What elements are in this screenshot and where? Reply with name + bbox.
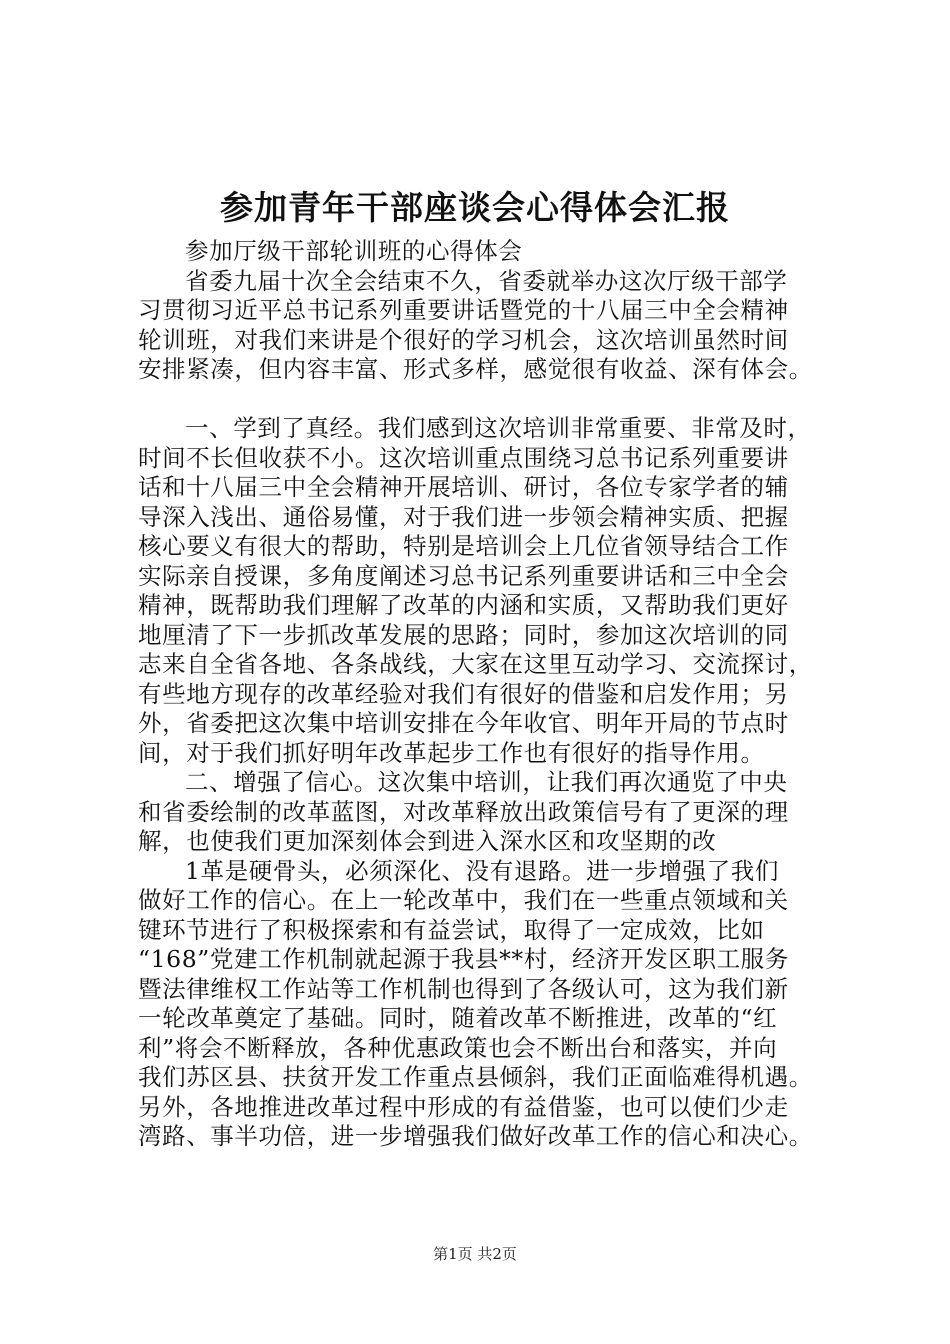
body-line: 核心要义有很大的帮助，特别是培训会上几位省领导结合工作: [138, 532, 789, 560]
body-line: 安排紧凑，但内容丰富、形式多样，感觉很有收益、深有体会。: [138, 355, 813, 383]
body-line: 1革是硬骨头，必须深化、没有退路。进一步增强了我们: [185, 856, 779, 885]
body-line: 参加厅级干部轮训班的心得体会: [185, 237, 523, 265]
body-line: 精神，既帮助我们理解了改革的内涵和实质，又帮助我们更好: [138, 591, 789, 619]
body-line: 湾路、事半功倍，进一步增强我们做好改革工作的信心和决心。: [138, 1122, 813, 1150]
body-line: 和省委绘制的改革蓝图，对改革释放出政策信号有了更深的理: [138, 797, 789, 826]
body-line: 省委九届十次全会结束不久，省委就举办这次厅级干部学: [185, 266, 788, 295]
body-line: 实际亲自授课，多角度阐述习总书记系列重要讲话和三中全会: [138, 561, 789, 590]
document-title: 参加青年干部座谈会心得体会汇报: [220, 188, 730, 227]
body-line: 间，对于我们抓好明年改革起步工作也有很好的指导作用。: [138, 738, 765, 767]
body-line: 外，省委把这次集中培训安排在今年收官、明年开局的节点时: [138, 709, 789, 737]
body-line: 时间不长但收获不小。这次培训重点围绕习总书记系列重要讲: [138, 443, 789, 472]
page-footer: 第1页 共2页: [433, 1245, 517, 1263]
body-line: 一、学到了真经。我们感到这次培训非常重要、非常及时，: [185, 414, 812, 442]
body-line: 话和十八届三中全会精神开展培训、研讨，各位专家学者的辅: [138, 473, 789, 501]
body-line: 习贯彻习近平总书记系列重要讲话暨党的十八届三中全会精神: [138, 296, 789, 324]
document-body: [138, 237, 850, 1152]
blank-line: [138, 385, 850, 415]
body-line: 做好工作的信心。在上一轮改革中，我们在一些重点领域和关: [138, 886, 789, 914]
body-line: 轮训班，对我们来讲是个很好的学习机会，这次培训虽然时间: [138, 325, 789, 354]
body-line: 解，也使我们更加深刻体会到进入深水区和攻坚期的改: [138, 827, 717, 855]
body-line: 我们苏区县、扶贫开发工作重点县倾斜，我们正面临难得机遇。: [138, 1063, 813, 1091]
body-line: “168”党建工作机制就起源于我县**村，经济开发区职工服务: [138, 945, 789, 973]
body-line: 暨法律维权工作站等工作机制也得到了各级认可，这为我们新: [138, 974, 789, 1003]
body-line: 二、增强了信心。这次集中培训，让我们再次通览了中央: [185, 768, 788, 796]
body-line: 另外，各地推进改革过程中形成的有益借鉴，也可以使们少走: [138, 1092, 789, 1121]
body-line: 键环节进行了积极探索和有益尝试，取得了一定成效，比如: [138, 915, 765, 944]
body-line: 导深入浅出、通俗易懂，对于我们进一步领会精神实质、把握: [138, 502, 789, 531]
body-line: 一轮改革奠定了基础。同时，随着改革不断推进，改革的“红: [138, 1004, 778, 1032]
body-line: 有些地方现存的改革经验对我们有很好的借鉴和启发作用；另: [138, 679, 789, 708]
body-line: 利”将会不断释放，各种优惠政策也会不断出台和落实，并向: [138, 1033, 778, 1062]
body-line: 地厘清了下一步抓改革发展的思路；同时，参加这次培训的同: [138, 620, 789, 649]
body-line: 志来自全省各地、各条战线，大家在这里互动学习、交流探讨，: [138, 650, 813, 678]
